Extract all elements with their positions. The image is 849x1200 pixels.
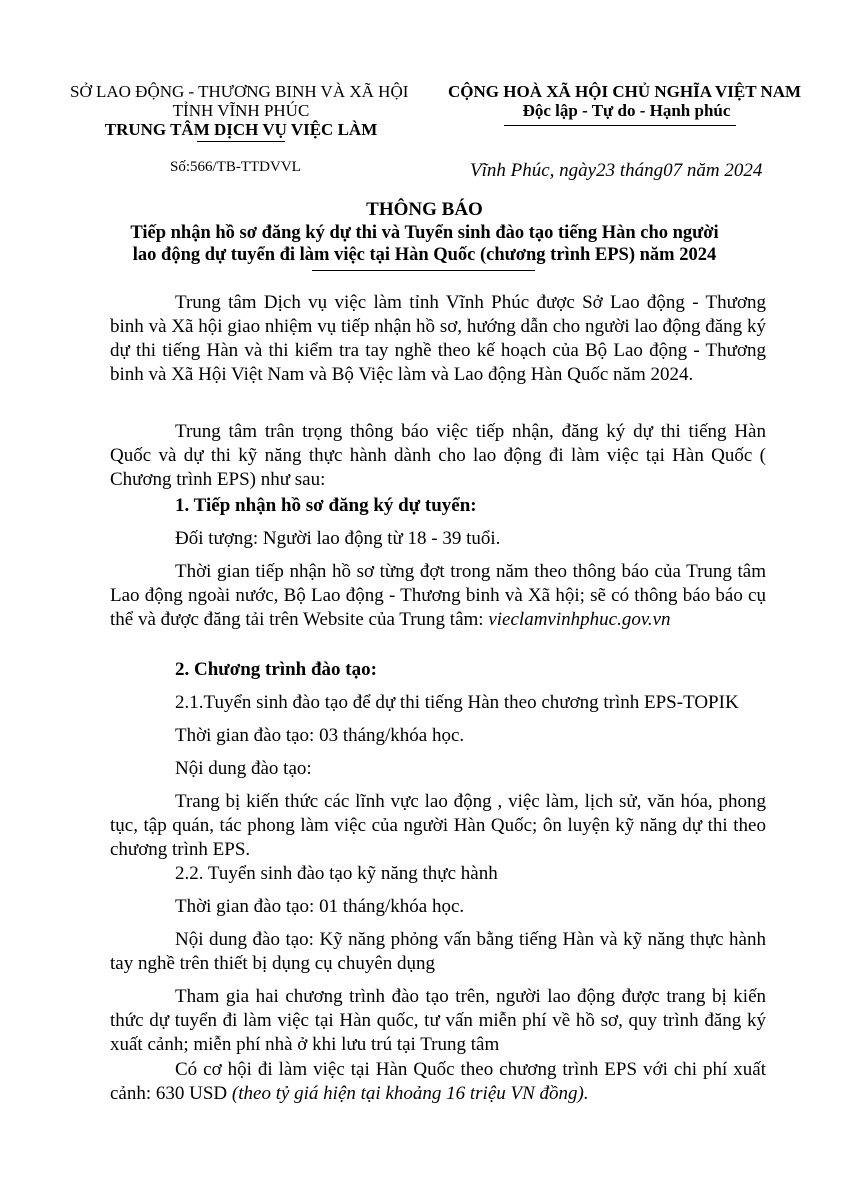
- section-1-target: Đối tượng: Người lao động từ 18 - 39 tuổi.: [175, 528, 501, 549]
- section-2-1-content: Trang bị kiến thức các lĩnh vực lao động , việc làm, lịch sử, văn hóa, phong tục, tập quán, tác phong làm việc của người Hàn Quốc; ôn luyện kỹ năng dự thi theo chương trình EPS.: [110, 791, 766, 860]
- paragraph-intro: Trung tâm Dịch vụ việc làm tỉnh Vĩnh Phúc được Sở Lao động - Thương binh và Xã hội giao nhiệm vụ tiếp nhận hồ sơ, hướng dẫn cho người lao động đăng ký dự thi tiếng Hàn và thi kiểm tra tay nghề theo kế hoạch của Bộ Lao động - Thương binh và Xã Hội Việt Nam và Bộ Việc làm và Lao động Hàn Quốc năm 2024.: [110, 292, 766, 385]
- paragraph-cost: Có cơ hội đi làm việc tại Hàn Quốc theo chương trình EPS với chi phí xuất cảnh: 630 USD (theo tỷ giá hiện tại khoảng 16 triệu VN đồng).: [110, 1059, 766, 1104]
- document-number: Số:566/TB-TTDVVL: [170, 159, 301, 175]
- paragraph-benefits: Tham gia hai chương trình đào tạo trên, người lao động được trang bị kiến thức dự tuyển đi làm việc tại Hàn quốc, tư vấn miễn phí về hồ sơ, quy trình đăng ký xuất cảnh; miễn phí nhà ở khi lưu trú tại Trung tâm: [110, 986, 766, 1055]
- cost-note: (theo tỷ giá hiện tại khoảng 16 triệu VN đồng).: [231, 1083, 589, 1104]
- document-subtitle: Tiếp nhận hồ sơ đăng ký dự thi và Tuyển sinh đào tạo tiếng Hàn cho người lao động dự tuyển đi làm việc tại Hàn Quốc (chương trình EPS) năm 2024: [130, 223, 719, 265]
- paragraph-announcement: Trung tâm trân trọng thông báo việc tiếp nhận, đăng ký dự thi tiếng Hàn Quốc và dự thi kỹ năng thực hành dành cho lao động đi làm việc tại Hàn Quốc ( Chương trình EPS) như sau:: [110, 421, 766, 490]
- section-2-2-duration: Thời gian đào tạo: 01 tháng/khóa học.: [175, 896, 465, 917]
- agency-name: TRUNG TÂM DỊCH VỤ VIỆC LÀM: [104, 120, 378, 139]
- section-2-1-content-label: Nội dung đào tạo:: [175, 758, 312, 779]
- national-motto: Độc lập - Tự do - Hạnh phúc: [522, 101, 731, 120]
- document-body: [110, 0, 766, 1200]
- agency-province: TỈNH VĨNH PHÚC: [172, 101, 310, 120]
- agency-parent-name: SỞ LAO ĐỘNG - THƯƠNG BINH VÀ XÃ HỘI: [70, 82, 409, 101]
- section-2-2-title: 2.2. Tuyển sinh đào tạo kỹ năng thực hành: [175, 863, 498, 884]
- document-title: THÔNG BÁO: [366, 199, 483, 220]
- section-2-1-duration: Thời gian đào tạo: 03 tháng/khóa học.: [175, 725, 465, 746]
- section-1-heading: 1. Tiếp nhận hồ sơ đăng ký dự tuyển:: [175, 495, 477, 516]
- section-2-heading: 2. Chương trình đào tạo:: [175, 659, 377, 680]
- section-2-2-content: Nội dung đào tạo: Kỹ năng phỏng vấn bằng tiếng Hàn và kỹ năng thực hành tay nghề trên thiết bị dụng cụ chuyên dụng: [110, 929, 766, 974]
- section-1-timing: Thời gian tiếp nhận hồ sơ từng đợt trong năm theo thông báo của Trung tâm Lao động ngoài nước, Bộ Lao động - Thương binh và Xã hội; sẽ có thông báo báo cụ thể và được đăng tải trên Website của Trung tâm: vieclamvinhphuc.gov.vn: [110, 561, 766, 630]
- website-link[interactable]: vieclamvinhphuc.gov.vn: [488, 609, 671, 630]
- section-2-1-title: 2.1.Tuyển sinh đào tạo để dự thi tiếng Hàn theo chương trình EPS-TOPIK: [175, 692, 739, 713]
- national-title: CỘNG HOÀ XÃ HỘI CHỦ NGHĨA VIỆT NAM: [448, 82, 802, 101]
- document-date: Vĩnh Phúc, ngày23 tháng07 năm 2024: [470, 160, 763, 181]
